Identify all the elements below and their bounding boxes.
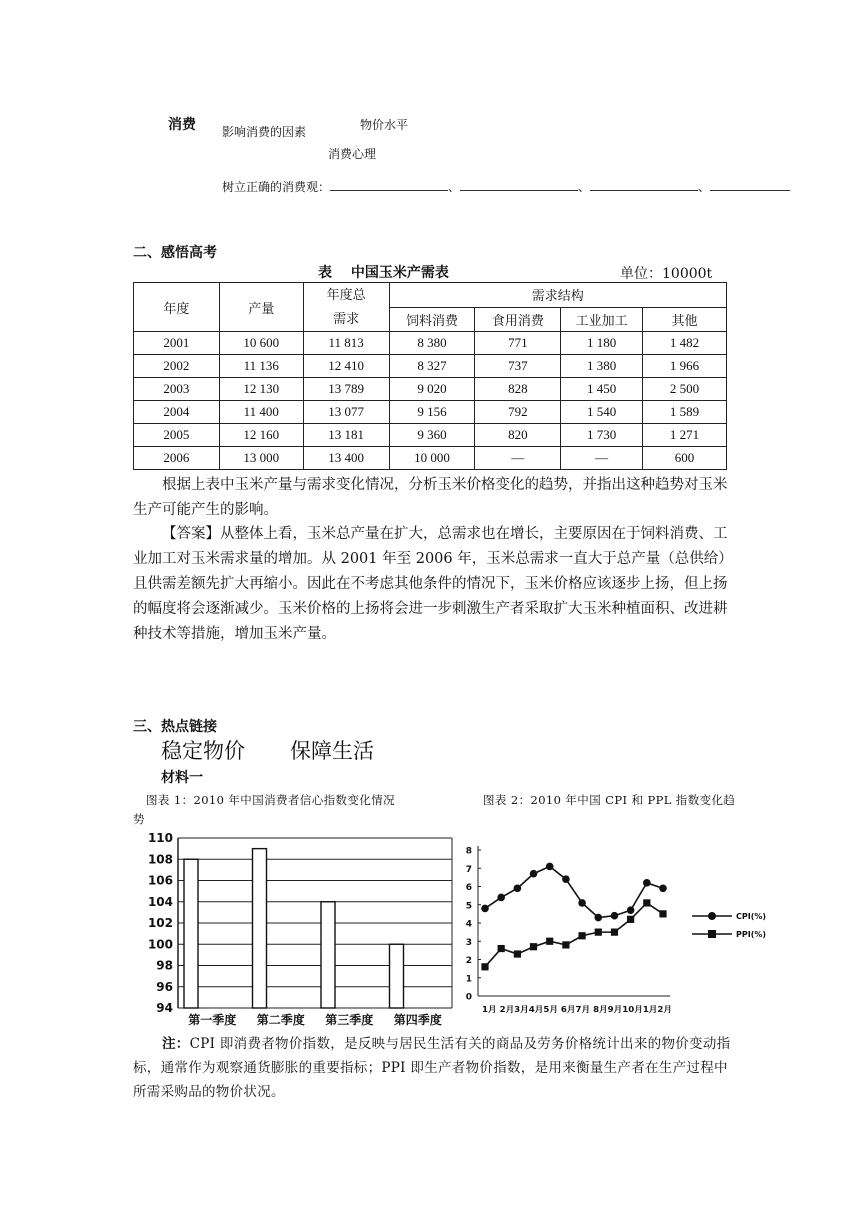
table-cell: 2003 (134, 378, 220, 401)
answer-text: 【答案】从整体上看，玉米总产量在扩大，总需求也在增长，主要原因在于饲料消费、工业加工对玉米需求量的增加。从 2001 年至 2006 年，玉米总需求一直大于总产量（总供给）且供需差额先扩大再缩小。因此在不考虑其他条件的情况下，玉米价格应该逐步上扬，但上扬的幅度将会逐渐减少。玉米价格的上扬将会进一步刺激生产者采取扩大玉米种植面积、改进耕种技术等措施，增加玉米产量。 (133, 526, 733, 642)
table-cell: 1 482 (643, 332, 727, 355)
correct-view-label: 树立正确的消费观： (222, 180, 331, 194)
table-cell: 11 136 (219, 355, 303, 378)
table-cell: 10 600 (219, 332, 303, 355)
y-tick-label: 3 (465, 937, 472, 948)
data-point (611, 912, 619, 920)
consumer-confidence-bar-chart (140, 830, 460, 1030)
chart1-caption: 图表 1：2010 年中国消费者信心指数变化情况 (146, 793, 395, 807)
corn-supply-demand-table (133, 282, 727, 470)
section2-heading: 二、感悟高考 (133, 245, 217, 261)
blank-3 (590, 177, 698, 191)
series-line (485, 866, 663, 917)
table-cell: 13 000 (219, 447, 303, 470)
data-point (546, 863, 554, 871)
cpi-ppi-line-chart (460, 838, 780, 1018)
factors-label: 影响消费的因素 (222, 125, 307, 139)
header-industry: 工业加工 (561, 307, 643, 332)
blank-4 (710, 177, 790, 191)
table-cell: 9 360 (389, 424, 475, 447)
x-tick-label: 第三季度 (325, 1013, 374, 1027)
header-other: 其他 (643, 307, 727, 332)
y-tick-label: 94 (156, 1001, 173, 1015)
table-cell: 12 130 (219, 378, 303, 401)
x-tick-label: 第二季度 (256, 1013, 305, 1027)
table-cell: 8 380 (389, 332, 475, 355)
data-point (627, 916, 634, 923)
data-point (643, 879, 651, 887)
table-cell: 8 327 (389, 355, 475, 378)
table-cell: 13 181 (303, 424, 389, 447)
correct-view-line (222, 177, 790, 195)
table-cell: 771 (475, 332, 561, 355)
header-production: 产量 (219, 283, 303, 332)
y-tick-label: 6 (465, 883, 472, 893)
consume-label: 消费 (168, 117, 196, 133)
separator: 、 (698, 180, 711, 194)
x-tick-label: 第一季度 (188, 1013, 237, 1027)
table-cell: 1 966 (643, 355, 727, 378)
data-point (627, 906, 635, 914)
y-tick-label: 2 (465, 956, 472, 966)
x-tick-label: 第四季度 (393, 1013, 442, 1027)
table-cell: 2005 (134, 424, 220, 447)
y-tick-label: 108 (147, 852, 173, 867)
table-cell: 13 400 (303, 447, 389, 470)
table-cell: 828 (475, 378, 561, 401)
table-cell: 1 380 (561, 355, 643, 378)
bar (321, 902, 335, 1008)
price-level-label: 物价水平 (360, 118, 409, 132)
table-cell: 1 450 (561, 378, 643, 401)
table-cell: 11 400 (219, 401, 303, 424)
table-cell: 2006 (134, 447, 220, 470)
data-point (611, 929, 618, 936)
data-point (595, 929, 602, 936)
y-tick-label: 0 (465, 992, 472, 1003)
table-cell: 2 500 (643, 378, 727, 401)
table-cell: 9 020 (389, 378, 475, 401)
data-point (481, 963, 488, 970)
table-row (134, 447, 727, 470)
blank-1 (330, 177, 448, 191)
table-cell: 2001 (134, 332, 220, 355)
table-cell: 600 (643, 447, 727, 470)
data-point (578, 932, 585, 939)
table-cell: 10 000 (389, 447, 475, 470)
table-cell: 12 160 (219, 424, 303, 447)
y-tick-label: 106 (147, 873, 173, 888)
blank-2 (460, 177, 578, 191)
y-tick-label: 7 (465, 864, 472, 875)
material-label: 材料一 (161, 770, 203, 786)
table-cell: 2002 (134, 355, 220, 378)
header-total-demand: 年度总需求 (303, 283, 389, 332)
data-point (562, 875, 570, 883)
series-line (485, 903, 663, 967)
table-cell: 13 789 (303, 378, 389, 401)
data-point (594, 914, 602, 922)
chart2-caption-cont: 势 (133, 812, 145, 826)
note-label: 注： (162, 1036, 190, 1052)
legend-label: PPI(%) (736, 930, 767, 939)
table-cell: 792 (475, 401, 561, 424)
table-unit: 单位：10000t (620, 266, 713, 282)
table-cell: 820 (475, 424, 561, 447)
legend-marker (708, 930, 716, 938)
y-tick-label: 4 (465, 919, 472, 930)
y-tick-label: 98 (156, 958, 173, 973)
data-point (514, 950, 521, 957)
separator: 、 (578, 180, 591, 194)
table-row (134, 401, 727, 424)
data-point (643, 899, 650, 906)
question-text: 根据上表中玉米产量与需求变化情况，分析玉米价格变化的趋势，并指出这种趋势对玉米生产可能产生的影响。 (133, 477, 728, 518)
table-cell: — (475, 447, 561, 470)
y-tick-label: 100 (147, 937, 173, 952)
table-cell: 12 410 (303, 355, 389, 378)
header-year: 年度 (134, 283, 220, 332)
table-cell: 2004 (134, 401, 220, 424)
y-tick-label: 1 (465, 974, 472, 985)
data-point (498, 945, 505, 952)
table-cell: 1 540 (561, 401, 643, 424)
data-point (497, 894, 505, 902)
y-tick-label: 102 (147, 916, 173, 930)
table-row (134, 424, 727, 447)
y-tick-label: 104 (147, 894, 173, 909)
data-point (530, 870, 538, 878)
table-cell: 1 271 (643, 424, 727, 447)
table-cell: 1 180 (561, 332, 643, 355)
data-point (514, 885, 522, 893)
psychology-label: 消费心理 (328, 147, 377, 161)
y-tick-label: 8 (465, 846, 472, 857)
data-point (546, 938, 553, 945)
bar (390, 944, 404, 1008)
table-cell: 13 077 (303, 401, 389, 424)
section3-heading: 三、热点链接 (133, 719, 217, 735)
table-row (134, 332, 727, 355)
header-demand-structure: 需求结构 (389, 283, 726, 308)
data-point (562, 941, 569, 948)
big-title-2: 保障生活 (290, 739, 374, 763)
table-cell: — (561, 447, 643, 470)
table-cell: 1 730 (561, 424, 643, 447)
big-title-1: 稳定物价 (161, 739, 245, 763)
x-tick-labels: 1月 2月3月4月5月 6月7月 8月9月10月1月2月 (482, 1004, 672, 1014)
header-feed: 饲料消费 (389, 307, 475, 332)
table-cell: 9 156 (389, 401, 475, 424)
header-food: 食用消费 (475, 307, 561, 332)
table-title: 表 中国玉米产需表 (318, 265, 449, 281)
data-point (481, 905, 489, 913)
data-point (578, 899, 586, 907)
table-cell: 11 813 (303, 332, 389, 355)
bar (184, 859, 198, 1008)
note-text: 注：CPI 即消费者物价指数，是反映与居民生活有关的商品及劳务价格统计出来的物价变动指标，通常作为观察通货膨胀的重要指标；PPI 即生产者物价指数，是用来衡量生产者在生产过程中所需采购品的物价状况。 (133, 1036, 731, 1100)
table-row (134, 355, 727, 378)
data-point (530, 943, 537, 950)
y-tick-label: 5 (465, 901, 472, 912)
data-point (659, 910, 666, 917)
bar (253, 849, 267, 1008)
y-tick-label: 96 (156, 979, 173, 994)
legend-marker (708, 912, 716, 920)
table-row (134, 378, 727, 401)
chart2-caption: 图表 2：2010 年中国 CPI 和 PPL 指数变化趋 (483, 793, 736, 807)
y-tick-label: 110 (147, 831, 173, 845)
table-cell: 1 589 (643, 401, 727, 424)
table-cell: 737 (475, 355, 561, 378)
legend-label: CPI(%) (736, 912, 767, 921)
data-point (659, 885, 667, 893)
separator: 、 (448, 180, 461, 194)
